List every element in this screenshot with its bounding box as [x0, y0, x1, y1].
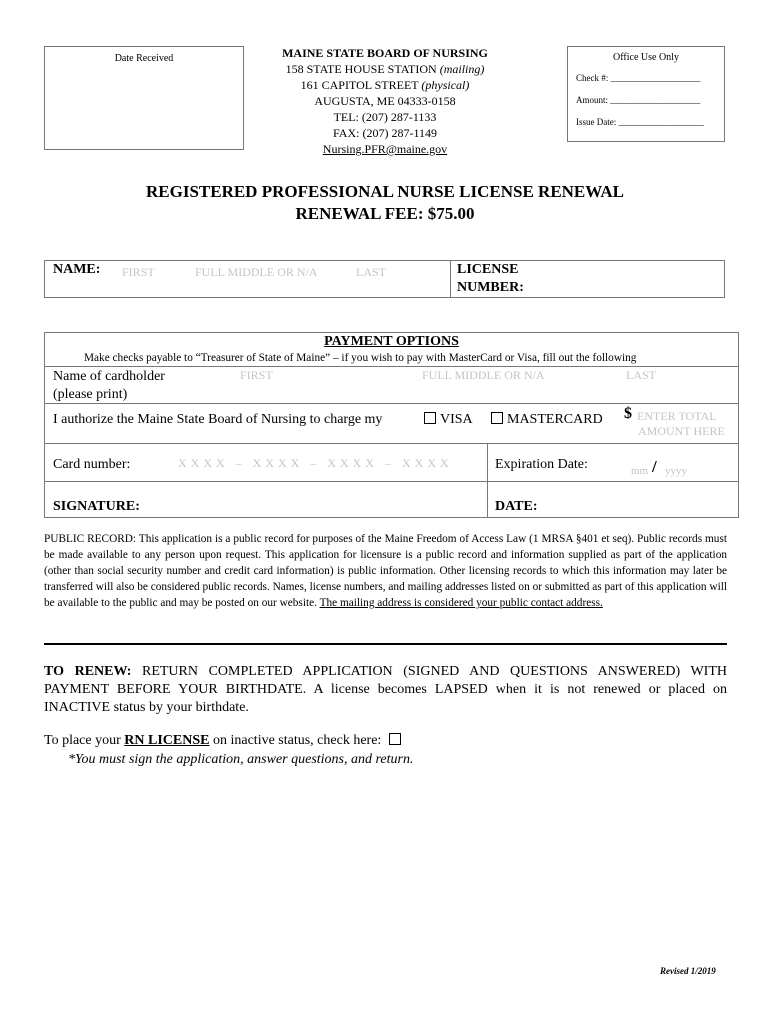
expiration-date-label: Expiration Date:	[495, 457, 588, 472]
visa-label: VISA	[440, 412, 473, 427]
rn-license-text: RN LICENSE	[124, 733, 210, 748]
payment-note: Make checks payable to “Treasurer of State of Maine” – if you wish to pay with MasterCard or Visa, fill out the following	[84, 352, 637, 364]
office-check: Check #: ____________________	[576, 73, 701, 83]
signature-label: SIGNATURE:	[53, 499, 140, 514]
physical-tag: (physical)	[421, 78, 470, 92]
office-use-title: Office Use Only	[613, 52, 679, 63]
city-line: AUGUSTA, ME 04333-0158	[314, 94, 456, 108]
office-issue-date: Issue Date: ___________________	[576, 117, 704, 127]
office-use-box	[567, 46, 725, 142]
date-field[interactable]	[550, 496, 730, 514]
tel-line: TEL: (207) 287-1133	[333, 110, 437, 124]
inactive-status-line	[44, 733, 405, 749]
inactive-pre: To place your	[44, 733, 125, 748]
inactive-checkbox[interactable]	[389, 733, 401, 745]
signature-field[interactable]	[150, 496, 480, 514]
visa-checkbox[interactable]	[424, 412, 436, 424]
renew-text: RETURN COMPLETED APPLICATION (SIGNED AND QUESTIONS ANSWERED) WITH PAYMENT BEFORE YOUR BIRTHDATE. A license becomes LAPSED when it is not renewed or placed on INACTIVE status by your birthdate.	[44, 664, 727, 715]
payment-options-title: PAYMENT OPTIONS	[324, 334, 459, 349]
license-label-line2: NUMBER:	[457, 280, 524, 295]
section-divider	[44, 643, 727, 645]
license-number-label	[457, 261, 524, 297]
name-middle-field[interactable]: FULL MIDDLE OR N/A	[195, 265, 318, 279]
amount-ph-line2: AMOUNT HERE	[638, 424, 725, 438]
physical-address: 161 CAPITOL STREET	[300, 78, 419, 92]
mailing-address: 158 STATE HOUSE STATION	[285, 62, 437, 76]
expiration-month-field[interactable]: mm	[631, 465, 649, 477]
dollar-sign: $	[624, 405, 632, 422]
cardholder-label	[53, 368, 165, 404]
mailing-tag: (mailing)	[439, 62, 485, 76]
email-link[interactable]: Nursing.PFR@maine.gov	[322, 142, 448, 156]
name-last-field[interactable]: LAST	[356, 265, 386, 279]
card-number-field[interactable]: X X X X – X X X X – X X X X – X X X X	[178, 456, 450, 470]
board-name: MAINE STATE BOARD OF NURSING	[282, 46, 488, 60]
inactive-post: on inactive status, check here:	[209, 733, 382, 748]
cardholder-label-line2: (please print)	[53, 387, 128, 402]
fax-line: FAX: (207) 287-1149	[333, 126, 437, 140]
card-number-label: Card number:	[53, 457, 131, 472]
authorize-text: I authorize the Maine State Board of Nursing to charge my	[53, 412, 383, 427]
visa-option[interactable]	[424, 412, 473, 428]
amount-ph-line1: ENTER TOTAL	[637, 409, 717, 423]
renewal-fee: RENEWAL FEE: $75.00	[295, 204, 475, 223]
office-amount: Amount: ____________________	[576, 95, 701, 105]
public-record-text: PUBLIC RECORD: This application is a public record for purposes of the Maine Freedom of Access Law (1 MRSA §401 et seq). Public records must be made available to any person upon request. This application for licensure is a public record and information supplied as part of the application (other than social security number and credit card information) is public information. Other licensing records to which this information may later be transferred will also be considered public records. Names, license numbers, and mailing addresses listed on or submitted as part of this application will be available to the public and may be posted on our website.	[44, 533, 727, 609]
cardholder-label-line1: Name of cardholder	[53, 369, 165, 384]
form-title	[0, 181, 770, 225]
date-received-label: Date Received	[114, 53, 174, 64]
expiration-year-field[interactable]: yyyy	[665, 465, 687, 477]
public-record-notice	[44, 531, 727, 611]
revised-date: Revised 1/2019	[660, 966, 716, 976]
date-label: DATE:	[495, 499, 538, 514]
inactive-note: *You must sign the application, answer questions, and return.	[68, 752, 414, 767]
name-first-field[interactable]: FIRST	[122, 265, 155, 279]
cardholder-middle-field[interactable]: FULL MIDDLE OR N/A	[422, 368, 545, 382]
cardholder-last-field[interactable]: LAST	[626, 368, 656, 382]
mastercard-checkbox[interactable]	[491, 412, 503, 424]
public-contact-note: The mailing address is considered your public contact address.	[319, 597, 603, 609]
board-header	[250, 45, 520, 157]
cardholder-first-field[interactable]: FIRST	[240, 368, 273, 382]
renew-instructions	[44, 663, 727, 717]
license-number-field[interactable]	[540, 282, 720, 296]
name-label: NAME:	[53, 262, 101, 277]
mastercard-option[interactable]	[491, 412, 603, 428]
renew-lead: TO RENEW:	[44, 664, 132, 679]
date-received-box	[44, 46, 244, 150]
mastercard-label: MASTERCARD	[507, 412, 603, 427]
total-amount-field[interactable]	[637, 409, 725, 439]
form-title-line1: REGISTERED PROFESSIONAL NURSE LICENSE RENEWAL	[145, 182, 625, 201]
license-label-line1: LICENSE	[457, 262, 519, 277]
expiration-slash: /	[652, 457, 657, 476]
